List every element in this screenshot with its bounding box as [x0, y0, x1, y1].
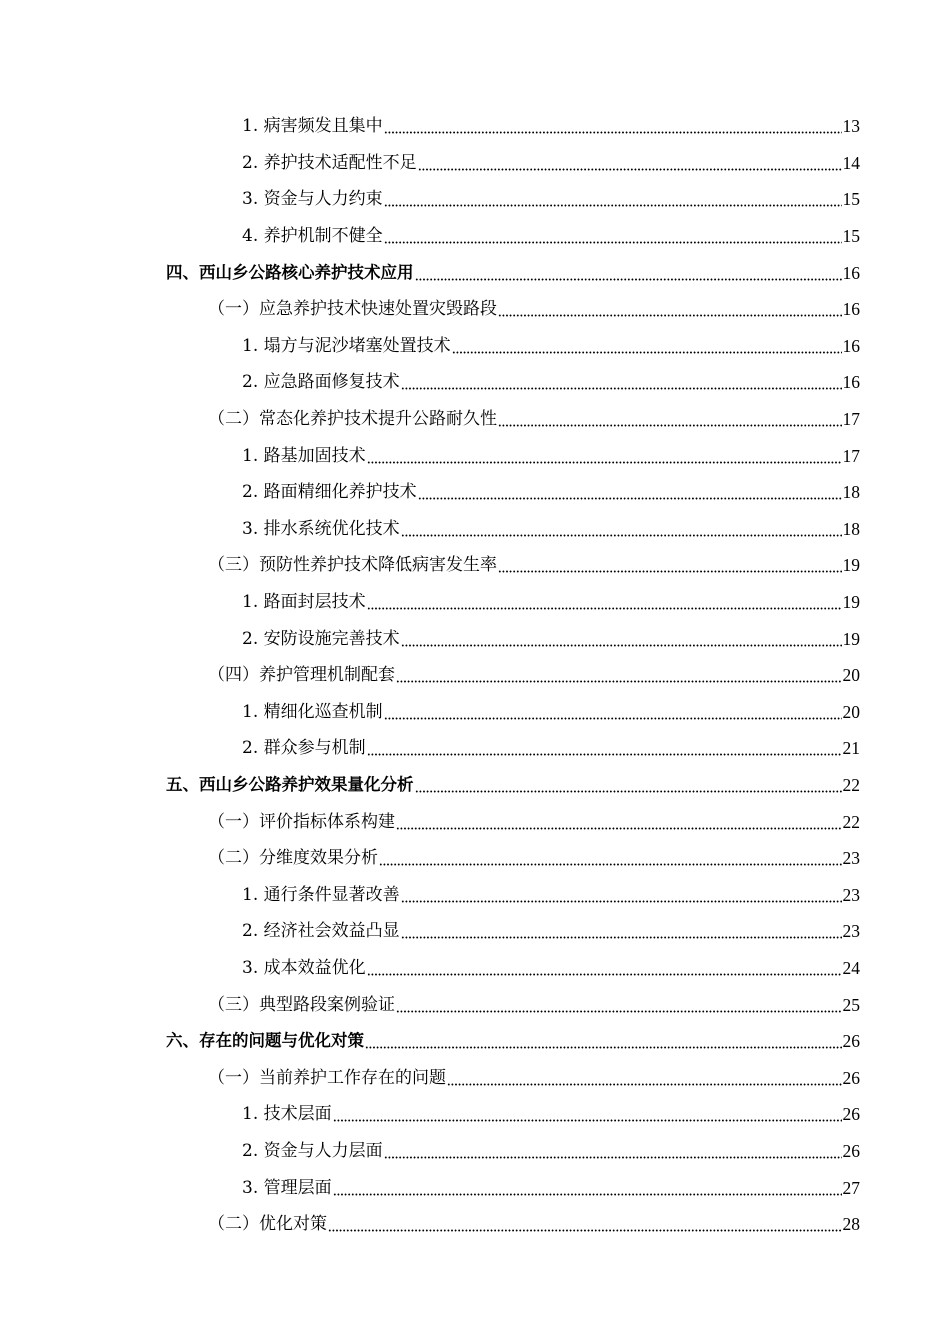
toc-dot-leader — [384, 1141, 842, 1161]
toc-dot-leader — [333, 1178, 842, 1198]
toc-section-entry[interactable] — [0, 1206, 950, 1243]
toc-dot-leader — [401, 921, 842, 941]
toc-dot-leader — [379, 848, 842, 868]
toc-subsection-entry[interactable] — [0, 913, 950, 950]
toc-dot-leader — [333, 1104, 842, 1124]
toc-page-number: 22 — [842, 811, 860, 832]
toc-entry-title: （三）典型路段案例验证 — [208, 994, 395, 1015]
toc-dot-leader — [396, 665, 842, 685]
toc-page-number: 26 — [842, 1031, 860, 1052]
toc-section-entry[interactable] — [0, 657, 950, 694]
toc-subsection-entry[interactable] — [0, 511, 950, 548]
toc-dot-leader — [452, 336, 842, 356]
toc-entry-title: 1. 塌方与泥沙堵塞处置技术 — [242, 335, 451, 356]
toc-subsection-entry[interactable] — [0, 584, 950, 621]
toc-dot-leader — [367, 446, 842, 466]
toc-entry-title: 2. 养护技术适配性不足 — [242, 152, 417, 173]
toc-subsection-entry[interactable] — [0, 694, 950, 731]
toc-entry-title: 3. 排水系统优化技术 — [242, 518, 400, 539]
toc-dot-leader — [401, 885, 842, 905]
toc-entry-title: （二）优化对策 — [208, 1214, 327, 1235]
toc-section-entry[interactable] — [0, 840, 950, 877]
toc-entry-title: 1. 通行条件显著改善 — [242, 884, 400, 905]
toc-subsection-entry[interactable] — [0, 876, 950, 913]
toc-page-number: 16 — [842, 335, 860, 356]
toc-dot-leader — [328, 1214, 842, 1234]
toc-page-number: 16 — [842, 372, 860, 393]
toc-page-number: 23 — [842, 921, 860, 942]
toc-page-number: 16 — [842, 299, 860, 320]
toc-section-entry[interactable] — [0, 1059, 950, 1096]
toc-dot-leader — [367, 738, 842, 758]
toc-chapter-entry[interactable] — [0, 1023, 950, 1060]
toc-page-number: 14 — [842, 152, 860, 173]
toc-page-number: 15 — [842, 226, 860, 247]
toc-section-entry[interactable] — [0, 547, 950, 584]
toc-page-number: 17 — [842, 409, 860, 430]
toc-page-number: 20 — [842, 701, 860, 722]
toc-subsection-entry[interactable] — [0, 1133, 950, 1170]
toc-dot-leader — [401, 519, 842, 539]
toc-entry-title: 4. 养护机制不健全 — [242, 226, 383, 247]
toc-dot-leader — [418, 153, 842, 173]
toc-page-number: 25 — [842, 994, 860, 1015]
toc-dot-leader — [384, 226, 842, 246]
toc-dot-leader — [396, 995, 842, 1015]
toc-page-number: 18 — [842, 482, 860, 503]
toc-entry-title: （四）养护管理机制配套 — [208, 665, 395, 686]
toc-page-number: 19 — [842, 628, 860, 649]
toc-dot-leader — [498, 409, 842, 429]
toc-dot-leader — [447, 1068, 842, 1088]
toc-entry-title: （二）分维度效果分析 — [208, 848, 378, 869]
toc-dot-leader — [415, 775, 842, 795]
toc-page-number: 26 — [842, 1067, 860, 1088]
toc-subsection-entry[interactable] — [0, 437, 950, 474]
toc-entry-title: （一）应急养护技术快速处置灾毁路段 — [208, 299, 497, 320]
toc-page-number: 26 — [842, 1104, 860, 1125]
toc-page-number: 21 — [842, 738, 860, 759]
toc-page-number: 23 — [842, 848, 860, 869]
toc-subsection-entry[interactable] — [0, 474, 950, 511]
toc-entry-title: 五、西山乡公路养护效果量化分析 — [166, 774, 414, 794]
toc-dot-leader — [384, 116, 842, 136]
toc-subsection-entry[interactable] — [0, 620, 950, 657]
toc-page-number: 28 — [842, 1214, 860, 1235]
toc-entry-title: （一）当前养护工作存在的问题 — [208, 1067, 446, 1088]
toc-subsection-entry[interactable] — [0, 108, 950, 145]
toc-subsection-entry[interactable] — [0, 328, 950, 365]
toc-page-number: 26 — [842, 1140, 860, 1161]
toc-dot-leader — [367, 592, 842, 612]
toc-entry-title: （一）评价指标体系构建 — [208, 811, 395, 832]
toc-page-number: 22 — [842, 774, 860, 795]
toc-dot-leader — [401, 629, 842, 649]
toc-subsection-entry[interactable] — [0, 1169, 950, 1206]
toc-entry-title: 2. 安防设施完善技术 — [242, 628, 400, 649]
toc-entry-title: 四、西山乡公路核心养护技术应用 — [166, 262, 414, 282]
toc-section-entry[interactable] — [0, 401, 950, 438]
toc-subsection-entry[interactable] — [0, 181, 950, 218]
toc-page-number: 16 — [842, 262, 860, 283]
toc-dot-leader — [396, 812, 842, 832]
toc-subsection-entry[interactable] — [0, 364, 950, 401]
toc-page-number: 24 — [842, 957, 860, 978]
toc-subsection-entry[interactable] — [0, 950, 950, 987]
toc-page-number: 19 — [842, 555, 860, 576]
toc-subsection-entry[interactable] — [0, 218, 950, 255]
toc-dot-leader — [498, 555, 842, 575]
toc-entry-title: 2. 群众参与机制 — [242, 738, 366, 759]
toc-entry-title: 1. 精细化巡查机制 — [242, 701, 383, 722]
toc-dot-leader — [418, 482, 842, 502]
toc-page-number: 23 — [842, 884, 860, 905]
toc-entry-title: （二）常态化养护技术提升公路耐久性 — [208, 409, 497, 430]
toc-dot-leader — [498, 299, 842, 319]
toc-page-number: 19 — [842, 592, 860, 613]
toc-entry-title: 2. 经济社会效益凸显 — [242, 921, 400, 942]
toc-entry-title: 1. 路面封层技术 — [242, 592, 366, 613]
toc-dot-leader — [365, 1031, 842, 1051]
toc-entry-title: 3. 成本效益优化 — [242, 957, 366, 978]
toc-dot-leader — [384, 189, 842, 209]
toc-entry-title: 2. 路面精细化养护技术 — [242, 482, 417, 503]
toc-entry-title: 1. 路基加固技术 — [242, 445, 366, 466]
toc-entry-title: 1. 技术层面 — [242, 1104, 332, 1125]
toc-page-number: 27 — [842, 1177, 860, 1198]
toc-entry-title: 六、存在的问题与优化对策 — [166, 1031, 364, 1051]
toc-subsection-entry[interactable] — [0, 1096, 950, 1133]
toc-entry-title: 2. 应急路面修复技术 — [242, 372, 400, 393]
toc-page-number: 13 — [842, 116, 860, 137]
toc-page-number: 18 — [842, 518, 860, 539]
table-of-contents — [0, 108, 950, 1242]
toc-subsection-entry[interactable] — [0, 730, 950, 767]
toc-entry-title: 2. 资金与人力层面 — [242, 1140, 383, 1161]
toc-entry-title: （三）预防性养护技术降低病害发生率 — [208, 555, 497, 576]
toc-entry-title: 3. 资金与人力约束 — [242, 189, 383, 210]
toc-entry-title: 1. 病害频发且集中 — [242, 116, 383, 137]
toc-chapter-entry[interactable] — [0, 767, 950, 804]
toc-page-number: 17 — [842, 445, 860, 466]
toc-dot-leader — [384, 702, 842, 722]
toc-entry-title: 3. 管理层面 — [242, 1177, 332, 1198]
toc-dot-leader — [401, 372, 842, 392]
toc-section-entry[interactable] — [0, 291, 950, 328]
toc-page-number: 15 — [842, 189, 860, 210]
toc-section-entry[interactable] — [0, 986, 950, 1023]
toc-chapter-entry[interactable] — [0, 254, 950, 291]
toc-dot-leader — [415, 263, 842, 283]
toc-page-number: 20 — [842, 665, 860, 686]
toc-section-entry[interactable] — [0, 803, 950, 840]
toc-dot-leader — [367, 958, 842, 978]
toc-subsection-entry[interactable] — [0, 145, 950, 182]
